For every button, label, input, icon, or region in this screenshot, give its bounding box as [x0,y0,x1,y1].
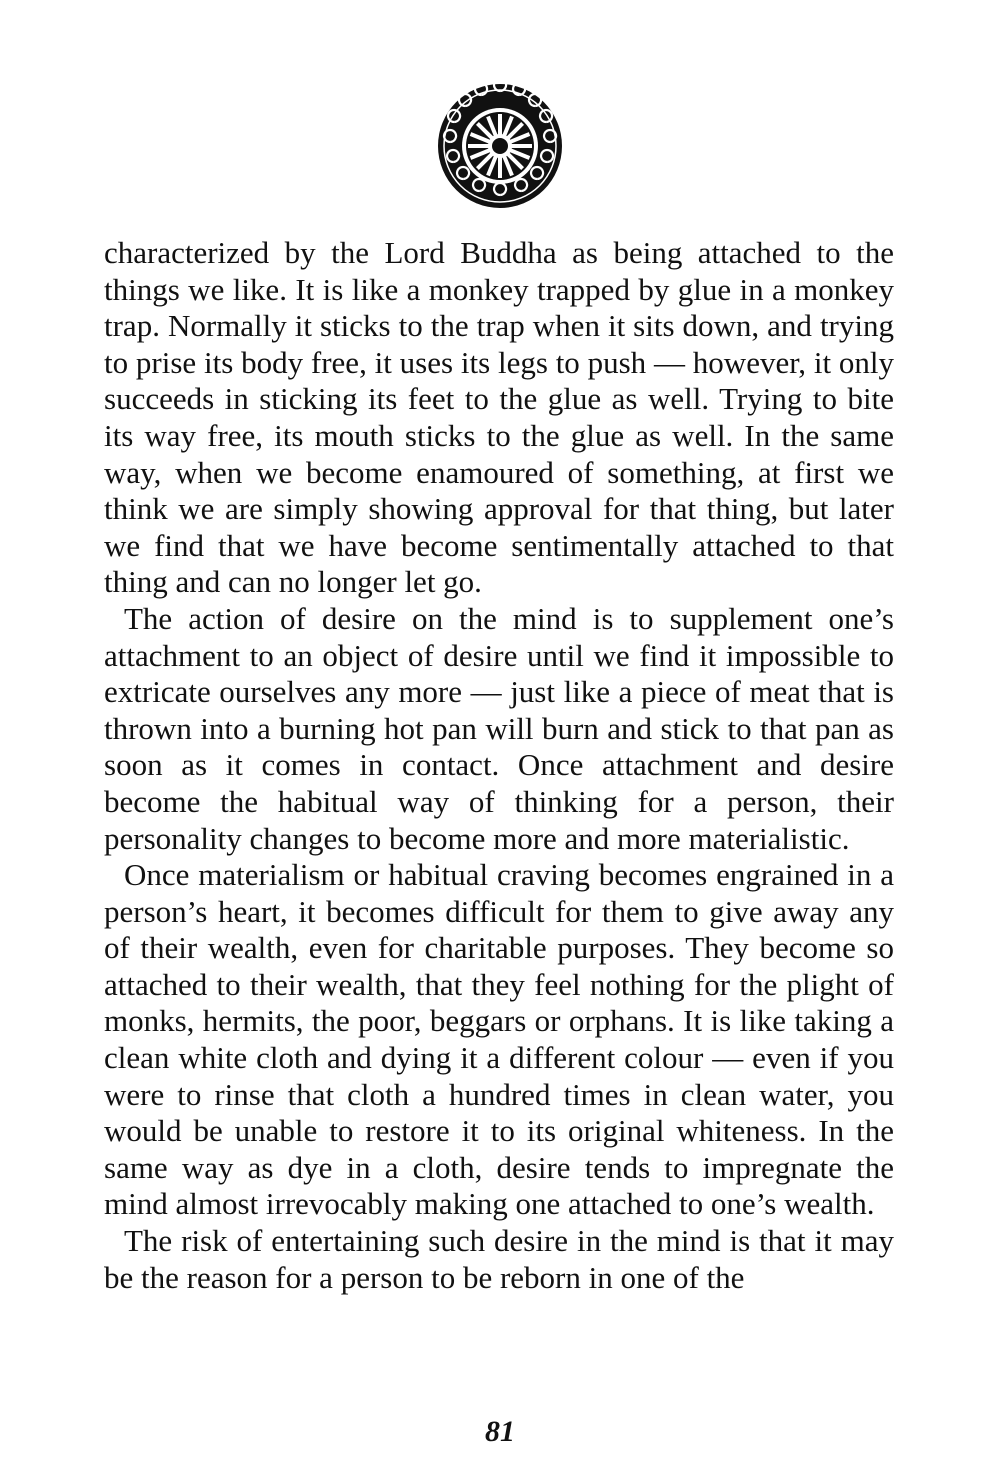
dharma-wheel-icon [436,82,564,210]
paragraph: Once materialism or habitual craving becomes engrained in a person’s heart, it becomes difficult for them to give away any of their wealth, even for charitable purposes. They become so attached to their wealth, that they feel nothing for the plight of monks, hermits, the poor, beggars or orphans. It is like taking a clean white cloth and dying it a different colour — even if you were to rinse that cloth a hundred times in clean water, you would be unable to restore it to its original whiteness. In the same way as dye in a cloth, desire tends to impregnate the mind almost irrevocably making one attached to one’s wealth. [104,857,894,1222]
paragraph: characterized by the Lord Buddha as being attached to the things we like. It is like a monkey trapped by glue in a monkey trap. Normally it sticks to the trap when it sits down, and trying to prise its body free, it uses its legs to push — however, it only succeeds in sticking its feet to the glue as well. Trying to bite its way free, its mouth sticks to the glue as well. In the same way, when we become enamoured of something, at first we think we are simply showing approval for that thing, but later we find that we have become sentimentally attached to that thing and can no longer let go. [104,235,894,600]
body-text [104,235,894,1296]
page-number: 81 [485,1415,515,1448]
paragraph: The risk of entertaining such desire in the mind is that it may be the reason for a person to be reborn in one of the [104,1223,894,1295]
paragraph: The action of desire on the mind is to supplement one’s attachment to an object of desire until we find it impossible to extricate ourselves any more — just like a piece of meat that is thrown into a burning hot pan will burn and stick to that pan as soon as it comes in contact. Once attachment and desire become the habitual way of thinking for a person, their personality changes to become more and more materialistic. [104,600,894,856]
